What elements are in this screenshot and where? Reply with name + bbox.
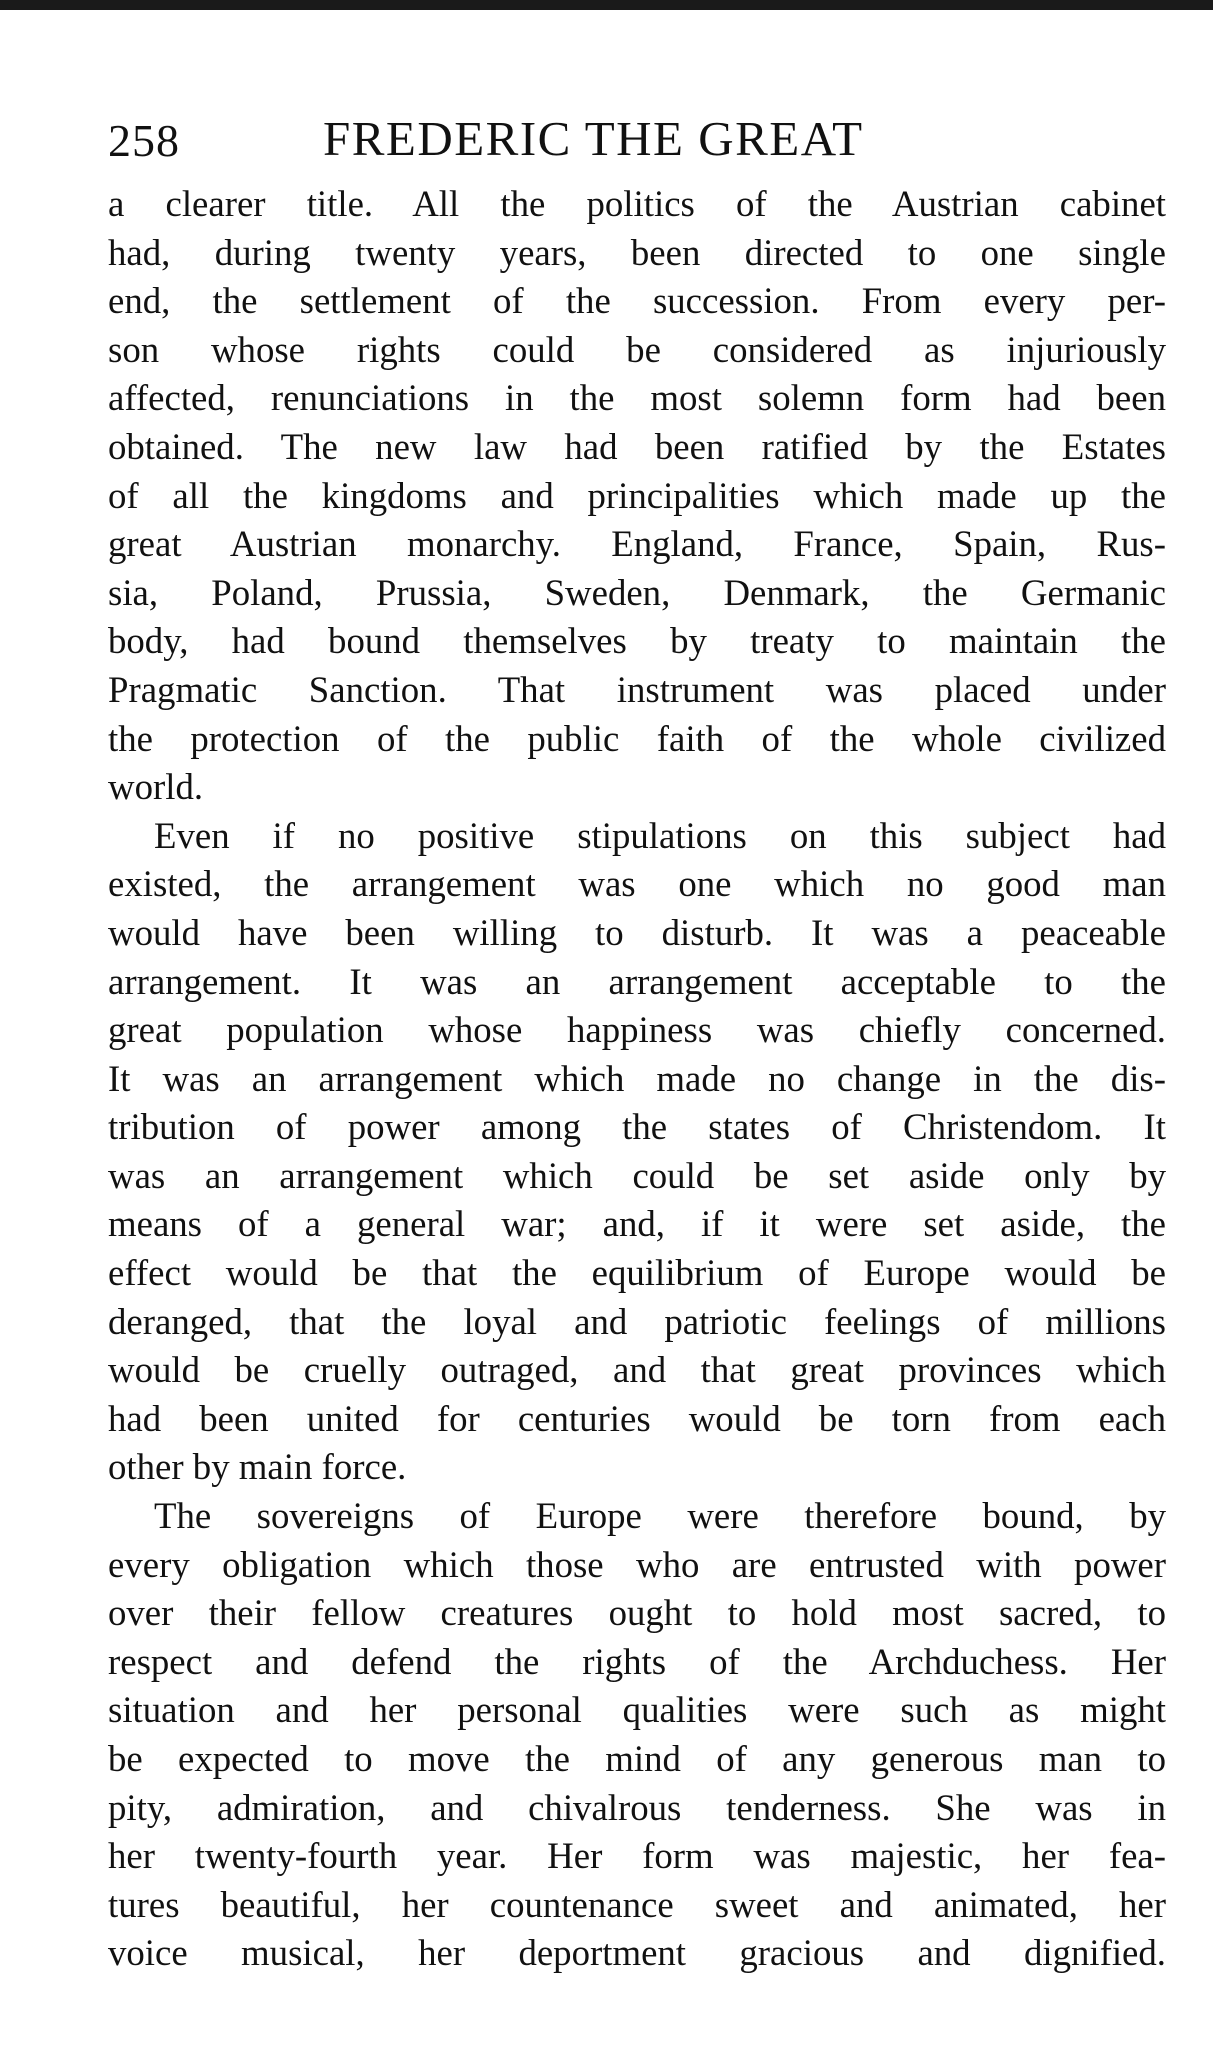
- running-head: [108, 100, 1166, 180]
- text-line: other by main force.: [108, 1446, 407, 1488]
- text-line: voice musical, her deportment gracious and dignified.: [108, 1932, 1166, 1974]
- text-line: had been united for centuries would be torn from each: [108, 1397, 1166, 1439]
- text-line: arrangement. It was an arrangement acceptable to the: [108, 960, 1166, 1002]
- text-line: respect and defend the rights of the Archduchess. Her: [108, 1640, 1166, 1682]
- running-title: FREDERIC THE GREAT: [323, 111, 864, 166]
- text-line: be expected to move the mind of any generous man to: [108, 1738, 1166, 1779]
- text-line: obtained. The new law had been ratified by the Estates: [108, 425, 1166, 467]
- text-line: a clearer title. All the politics of the Austrian cabinet: [108, 183, 1166, 224]
- paragraph-3: [108, 1492, 1166, 1978]
- book-page: [108, 100, 1166, 1978]
- text-line: sia, Poland, Prussia, Sweden, Denmark, the Germanic: [108, 571, 1166, 613]
- text-line: situation and her personal qualities were such as might: [108, 1689, 1166, 1731]
- text-line: had, during twenty years, been directed to one single: [108, 231, 1166, 273]
- text-line: tures beautiful, her countenance sweet and animated, her: [108, 1883, 1166, 1925]
- text-line: The sovereigns of Europe were therefore bound, by: [154, 1495, 1166, 1537]
- text-line: means of a general war; and, if it were set aside, the: [108, 1203, 1166, 1245]
- top-border-rule: [0, 0, 1213, 10]
- text-line: pity, admiration, and chivalrous tenderness. She was in: [108, 1786, 1166, 1828]
- text-line: was an arrangement which could be set aside only by: [108, 1154, 1166, 1196]
- text-line: effect would be that the equilibrium of Europe would be: [108, 1252, 1166, 1294]
- text-line: every obligation which those who are entrusted with power: [108, 1543, 1166, 1585]
- text-line: world.: [108, 766, 204, 808]
- text-line: It was an arrangement which made no change in the dis-: [108, 1057, 1166, 1099]
- page-number: 258: [108, 115, 180, 166]
- body-text: [108, 180, 1166, 1978]
- text-line: existed, the arrangement was one which no good man: [108, 863, 1166, 905]
- text-line: over their fellow creatures ought to hold most sacred, to: [108, 1592, 1166, 1634]
- text-line: tribution of power among the states of Christendom. It: [108, 1106, 1166, 1148]
- text-line: the protection of the public faith of the whole civilized: [108, 717, 1166, 759]
- text-line: son whose rights could be considered as injuriously: [108, 328, 1166, 370]
- text-line: great population whose happiness was chiefly concerned.: [108, 1009, 1166, 1051]
- text-line: Pragmatic Sanction. That instrument was placed under: [108, 668, 1166, 710]
- text-line: Even if no positive stipulations on this subject had: [154, 814, 1166, 856]
- text-line: of all the kingdoms and principalities which made up the: [108, 474, 1166, 516]
- text-line: deranged, that the loyal and patriotic feelings of millions: [108, 1300, 1166, 1342]
- text-line: great Austrian monarchy. England, France, Spain, Rus-: [108, 523, 1166, 565]
- text-line: body, had bound themselves by treaty to maintain the: [108, 620, 1166, 662]
- text-line: affected, renunciations in the most solemn form had been: [108, 377, 1166, 419]
- text-line: would have been willing to disturb. It was a peaceable: [108, 911, 1166, 953]
- text-line: end, the settlement of the succession. From every per-: [108, 280, 1166, 322]
- paragraph-2: [108, 812, 1166, 1492]
- text-line: her twenty-fourth year. Her form was majestic, her fea-: [108, 1835, 1166, 1877]
- text-line: would be cruelly outraged, and that great provinces which: [108, 1349, 1166, 1391]
- paragraph-1: [108, 180, 1166, 812]
